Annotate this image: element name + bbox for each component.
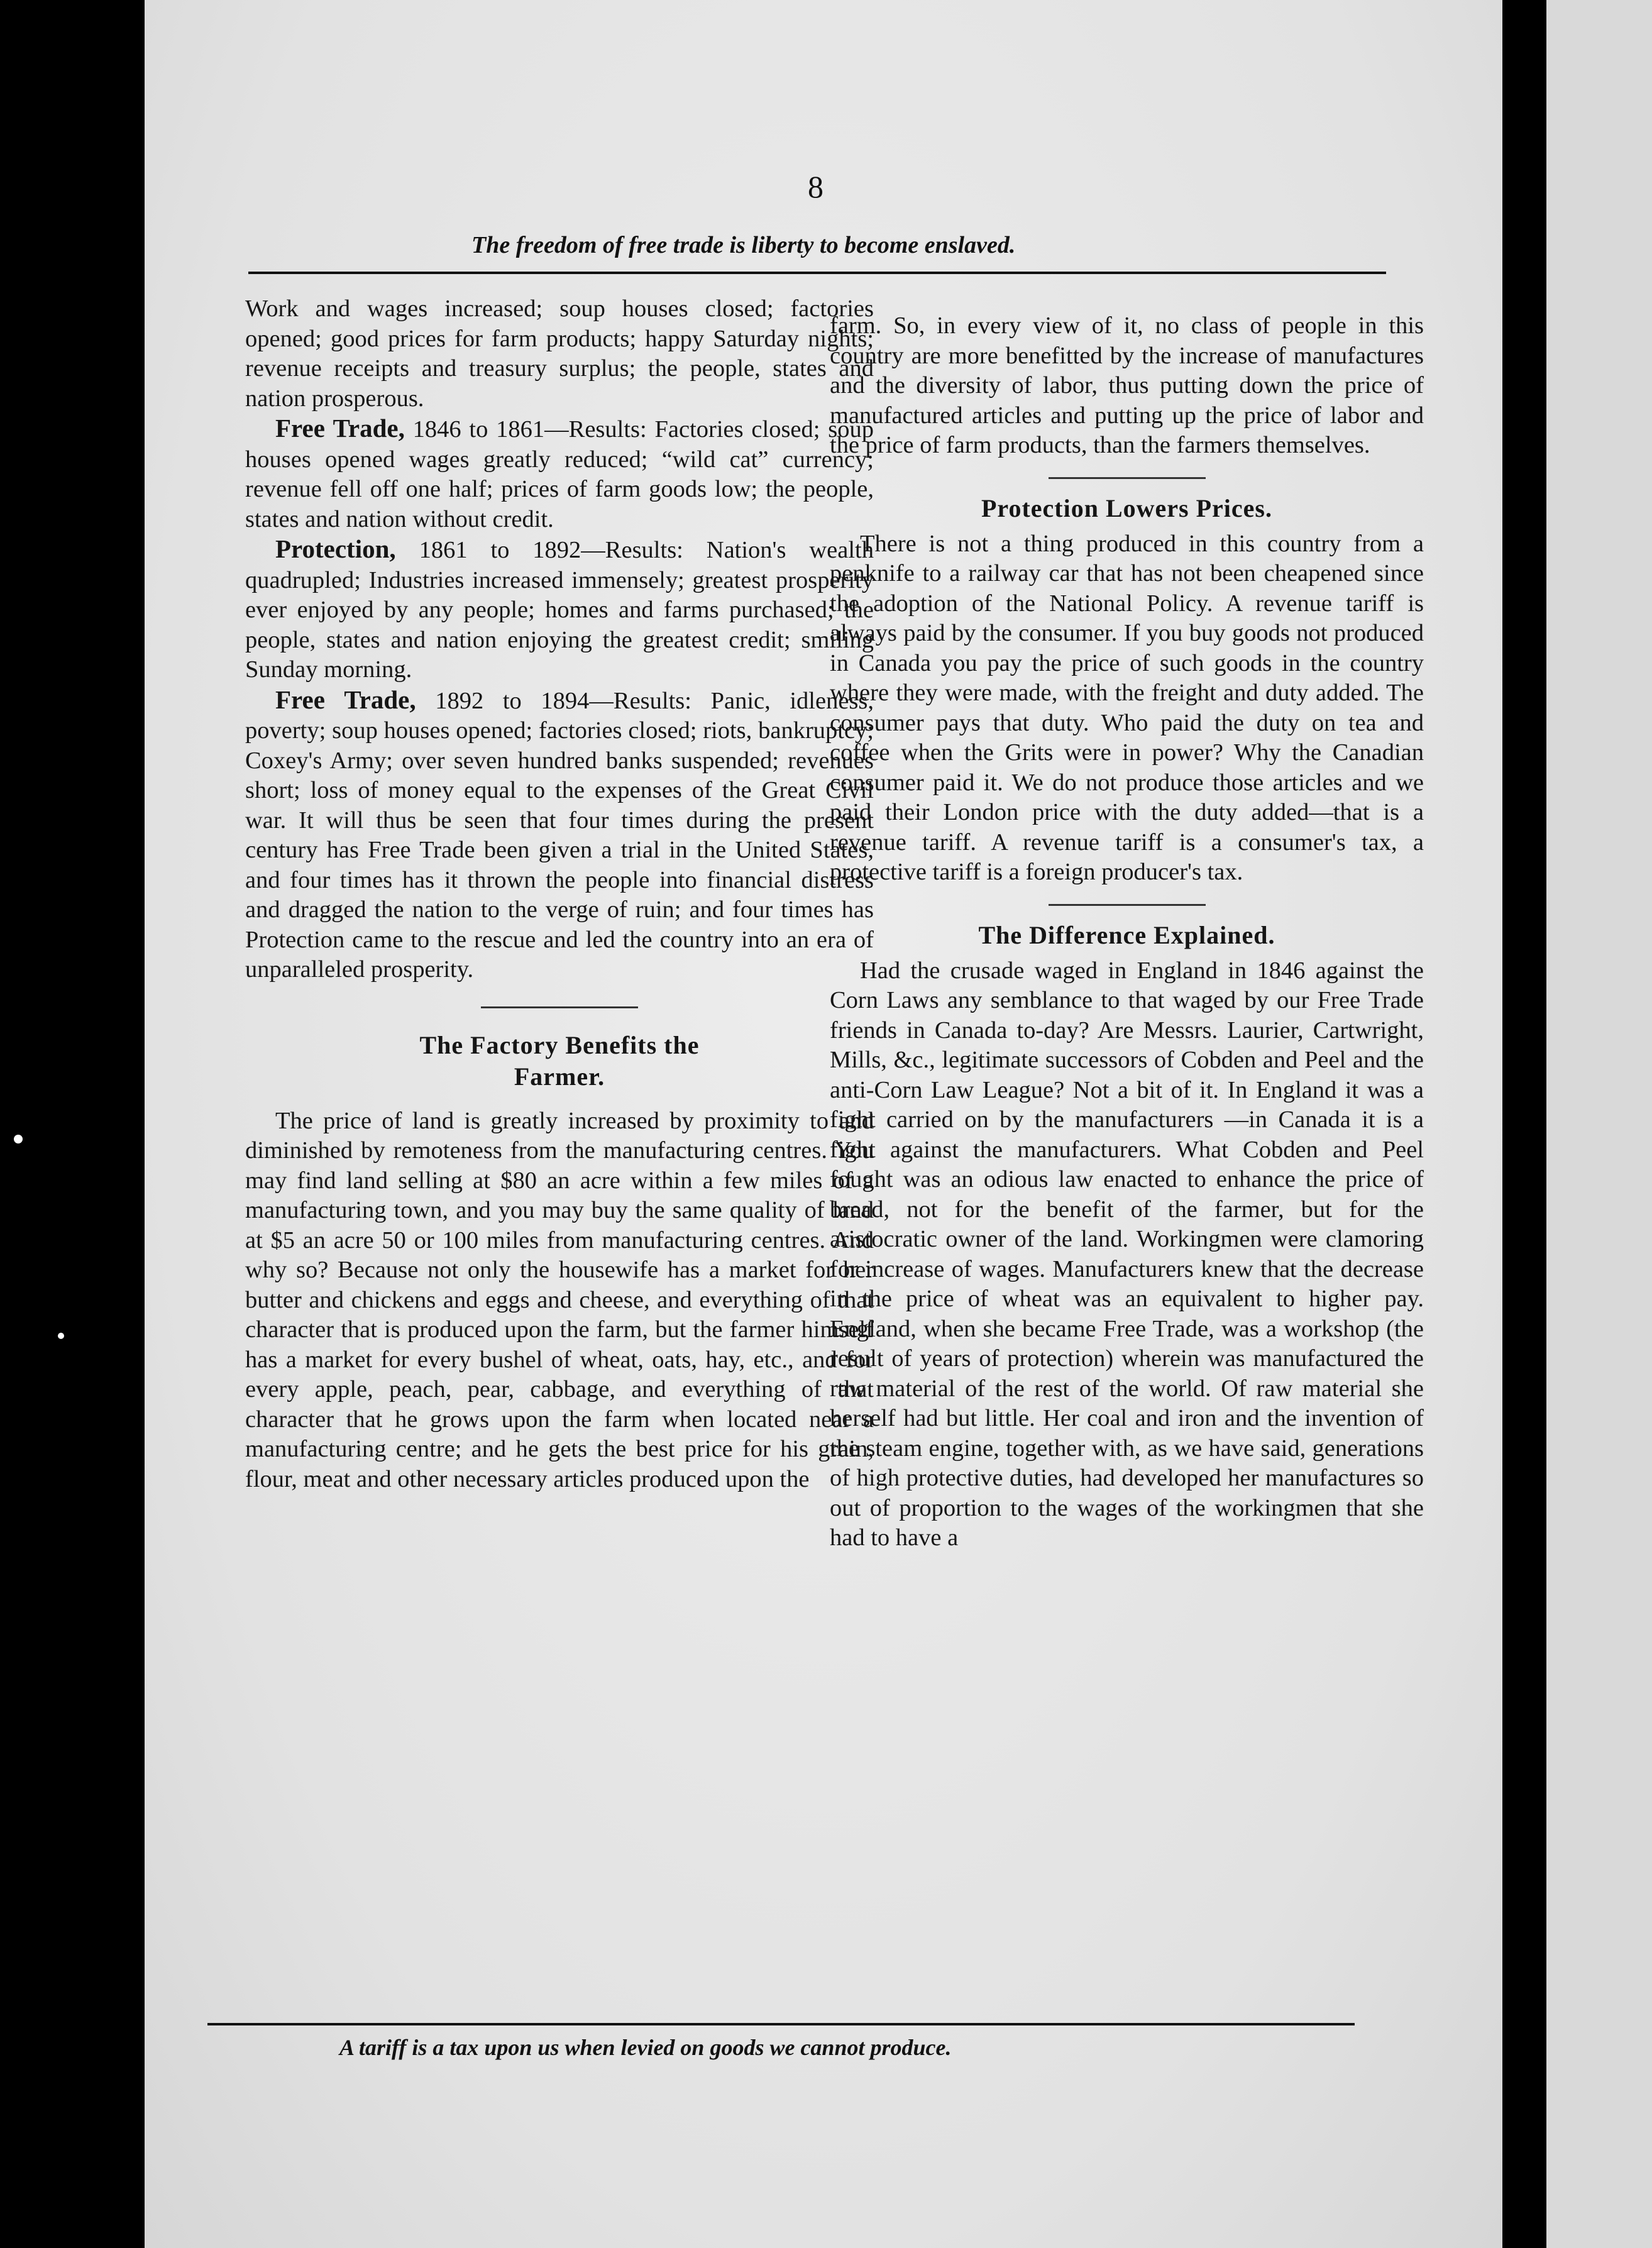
running-foot: A tariff is a tax upon us when levied on goods we cannot produce. — [339, 2035, 952, 2060]
scan-speck — [14, 1135, 23, 1143]
adjacent-page-edge — [1546, 0, 1652, 2248]
section-paragraph: The price of land is greatly increased by proximity to and diminished by remoteness from the manufacturing centres. You may find land selling at $80 an acre within a few miles of a manufacturing town, and you may buy the same quality of land at $5 an acre 50 or 100 miles from manufacturing centres. And why so? Because not only the housewife has a market for her butter and chickens and eggs and cheese, and everything of that character that is produced upon the farm, but the farmer himself has a market for every bushel of wheat, oats, hay, etc., and for every apple, peach, pear, cabbage, and everything of that character that he grows upon the farm when located near a manufacturing centre; and he gets the best price for his grain, flour, meat and other necessary articles produced upon the — [245, 1107, 874, 1492]
period-label: Protection, — [275, 534, 396, 563]
scan-border-left — [0, 0, 57, 2248]
period-paragraph — [245, 534, 874, 685]
section-paragraph: There is not a thing produced in this country from a penknife to a railway car that has not been cheapened since the adoption of the National Policy. A revenue tariff is always paid by the consumer. If you buy goods not produced in Canada you pay the price of such goods in the country where they were made, with the freight and duty added. The consumer pays that duty. Who paid the duty on tea and coffee when the Grits were in power? Why the Canadian consumer paid it. We do not produce those articles and we paid their London price with the duty added—that is a revenue tariff. A revenue tariff is a consumer's tax, a protective tariff is a foreign producer's tax. — [830, 530, 1424, 885]
section-paragraph: Had the crusade waged in England in 1846 against the Corn Laws any semblance to that waged by our Free Trade friends in Canada to-day? Are Messrs. Laurier, Cartwright, Mills, &c., legitimate successors of Cobden and Peel and the anti-Corn Law League? Not a bit of it. In England it was a fight carried on by the manufacturers —in Canada it is a fight against the manufacturers. What Cobden and Peel fought was an odious law enacted to enhance the price of bread, not for the benefit of the farmer, but for the aristocratic owner of the land. Workingmen were clamoring for increase of wages. Manufacturers knew that the decrease in the price of wheat was an equivalent to higher pay. England, when she became Free Trade, was a workshop (the result of years of protection) wherein was manufactured the raw material of the rest of the world. Of raw material she herself had but little. Her coal and iron and the invention of the steam engine, together with, as we have said, generations of high protective duties, had developed her manufactures so out of proportion to the wages of the workingmen that she had to have a — [830, 957, 1424, 1551]
section-heading: The Factory Benefits the — [419, 1030, 700, 1059]
section-heading: Protection Lowers Prices. — [981, 493, 1272, 522]
scan-speck — [58, 1333, 64, 1339]
header-rule — [248, 272, 1386, 274]
period-text: 1861 to 1892—Results: Nation's wealth quadrupled; Industries increased immensely; greatest prosperity ever enjoyed by any people; homes and farms purchased; the people, states and nation enjoying the greatest credit; smiling Sunday morning. — [245, 537, 874, 683]
document-page — [145, 0, 1502, 2248]
period-label: Free Trade, — [275, 414, 405, 443]
right-column — [830, 311, 1424, 1553]
period-label: Free Trade, — [275, 685, 416, 714]
left-column — [245, 294, 874, 1494]
section-heading: The Difference Explained. — [978, 920, 1275, 949]
continuation-paragraph: farm. So, in every view of it, no class of people in this country are more benefitted by the increase of manufactures and the diversity of labor, thus putting down the price of manufactured articles and putting up the price of labor and the price of farm products, than the farmers themselves. — [830, 312, 1424, 458]
period-paragraph — [245, 414, 874, 534]
period-text: 1846 to 1861—Results: Factories closed; soup houses opened wages greatly reduced; “wild cat” currency; revenue fell off one half; prices of farm goods low; the people, states and nation without credit. — [245, 416, 874, 532]
period-paragraph — [245, 685, 874, 985]
page-number: 8 — [808, 169, 823, 204]
section-heading: Farmer. — [514, 1062, 605, 1091]
intro-paragraph: Work and wages increased; soup houses closed; factories opened; good prices for farm products; happy Saturday nights; revenue receipts and treasury surplus; the people, states and nation prosperous. — [245, 295, 874, 412]
footer-rule — [207, 2023, 1355, 2025]
running-head: The freedom of free trade is liberty to become enslaved. — [471, 232, 1016, 258]
period-text: 1892 to 1894—Results: Panic, idleness, poverty; soup houses opened; factories closed; riots, bankruptcy; Coxey's Army; over seven hundred banks suspended; revenues short; loss of money equal to the expenses of the Great Civil war. It will thus be seen that four times during the present century has Free Trade been given a trial in the United States, and four times has it thrown the people into financial distress and dragged the nation to the verge of ruin; and four times has Protection came to the rescue and led the country into an era of unparalleled prosperity. — [245, 687, 874, 983]
